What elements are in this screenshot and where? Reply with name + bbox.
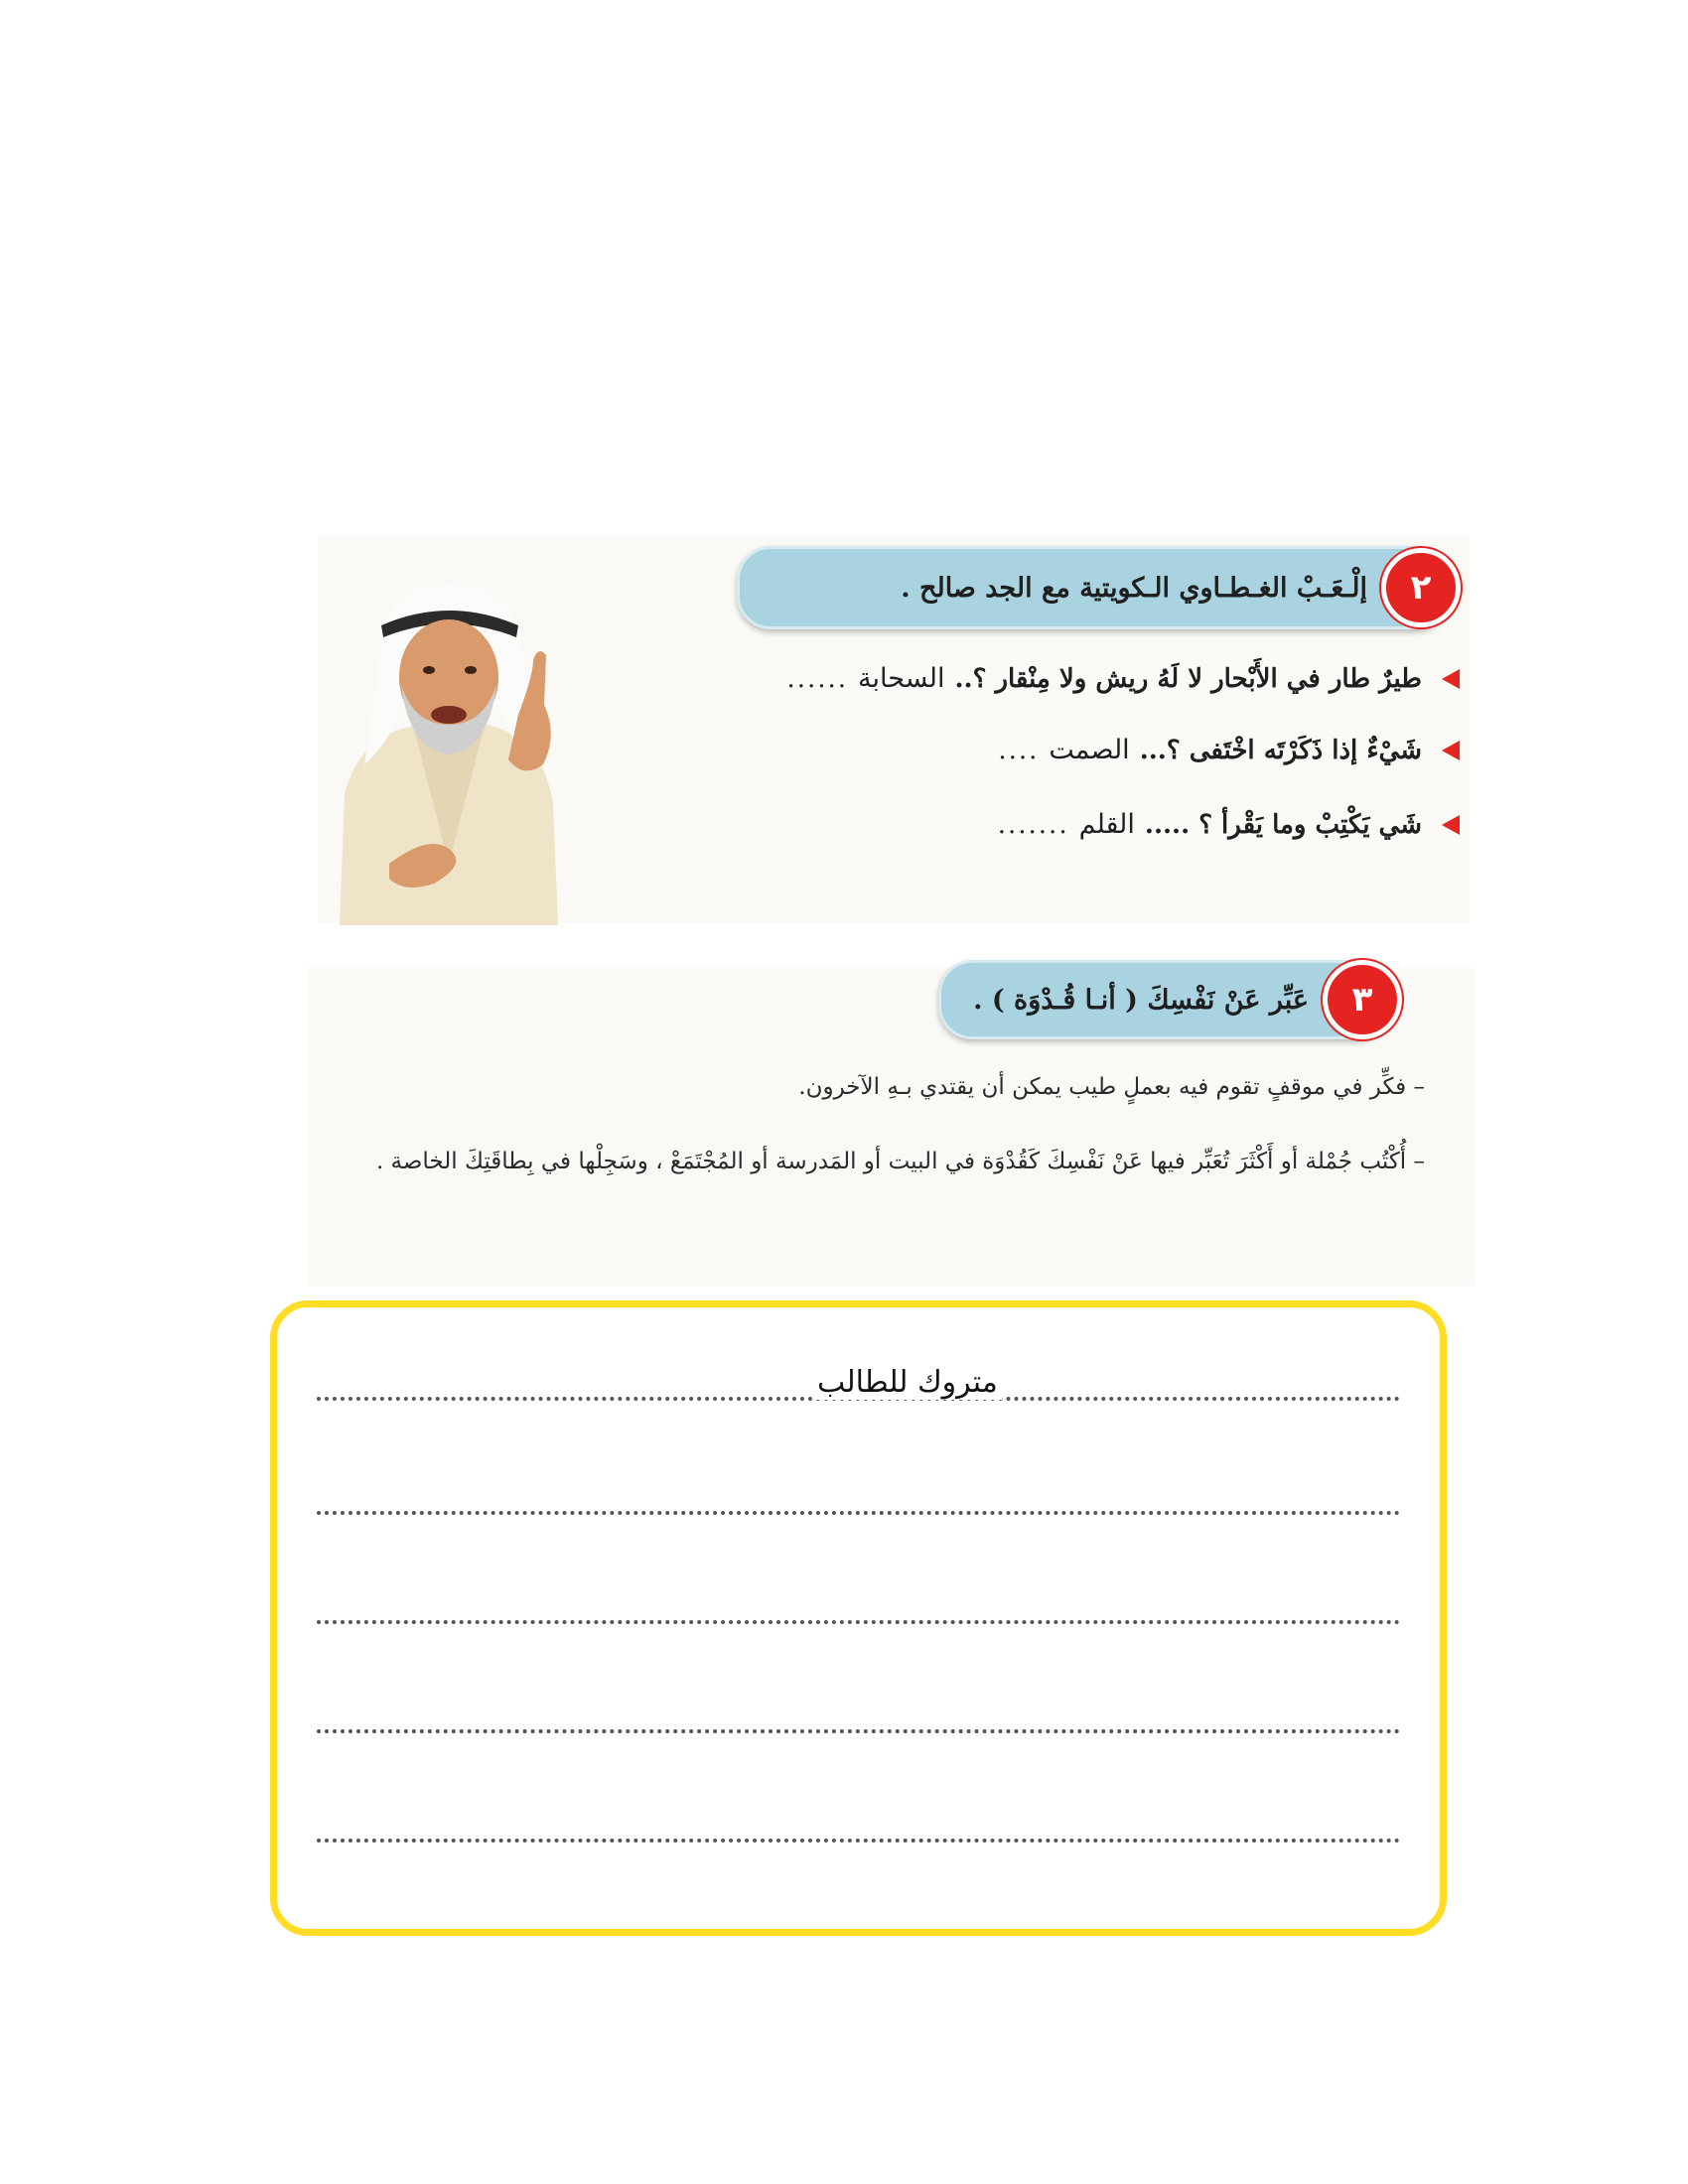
section-2-header [737,546,1450,629]
student-note: متروك للطالب [813,1365,1002,1400]
answer-line[interactable] [317,1839,1400,1843]
answer-line[interactable] [317,1729,1400,1733]
red-arrow-icon [1442,741,1460,760]
riddle-item [998,809,1460,840]
section-3-header [938,960,1391,1039]
answer-line[interactable] [317,1511,1400,1515]
riddle-question: طيرٌ طار في الأَبْحار لا لَهُ ريش ولا مِنْقار ؟.. [954,663,1422,694]
riddle-answer: الصمت [1049,735,1130,765]
red-arrow-icon [1442,815,1460,835]
riddle-dots: .... [998,735,1040,765]
riddle-question: شَيْءٌ إذا ذَكَرْتَه اخْتَفى ؟... [1139,735,1422,765]
riddle-item [786,663,1460,694]
section-number-badge: ٢ [1381,548,1461,627]
answer-line[interactable] [317,1620,1400,1624]
riddle-dots: ...... [786,663,849,694]
red-arrow-icon [1442,669,1460,689]
instruction-text: – فكِّر في موقفٍ تقوم فيه بعملٍ طيب يمكن أن يقتدي بـهِ الآخرون. [798,1074,1425,1100]
instruction-text: – أُكْتُب جُمْلة أو أَكْثَرَ تُعَبِّر فيها عَنْ نَفْسِكَ كَقُدْوَة في البيت أو المَدرسة أو المُجْتَمَعْ ، وسَجِلْها في بِطاقَتِكَ الخاصة . [375,1149,1425,1174]
section-3-title: عَبِّر عَنْ نَفْسِكَ ( أنـا قُـدْوَة ) . [973,984,1309,1016]
section-2-title: إلْـعَـبْ الغـطـاوي الـكويتية مع الجد صالح . [901,572,1367,604]
riddle-question: شَي يَكْتِبْ وما يَقْرأ ؟ ..... [1144,809,1422,840]
riddle-answer: السحابة [858,663,945,694]
section-number-badge: ٣ [1323,960,1402,1039]
riddle-dots: ....... [997,809,1069,840]
answer-box[interactable] [270,1300,1447,1936]
grandfather-illustration [320,566,580,925]
riddle-answer: القلم [1078,809,1135,840]
riddle-item [998,735,1460,765]
